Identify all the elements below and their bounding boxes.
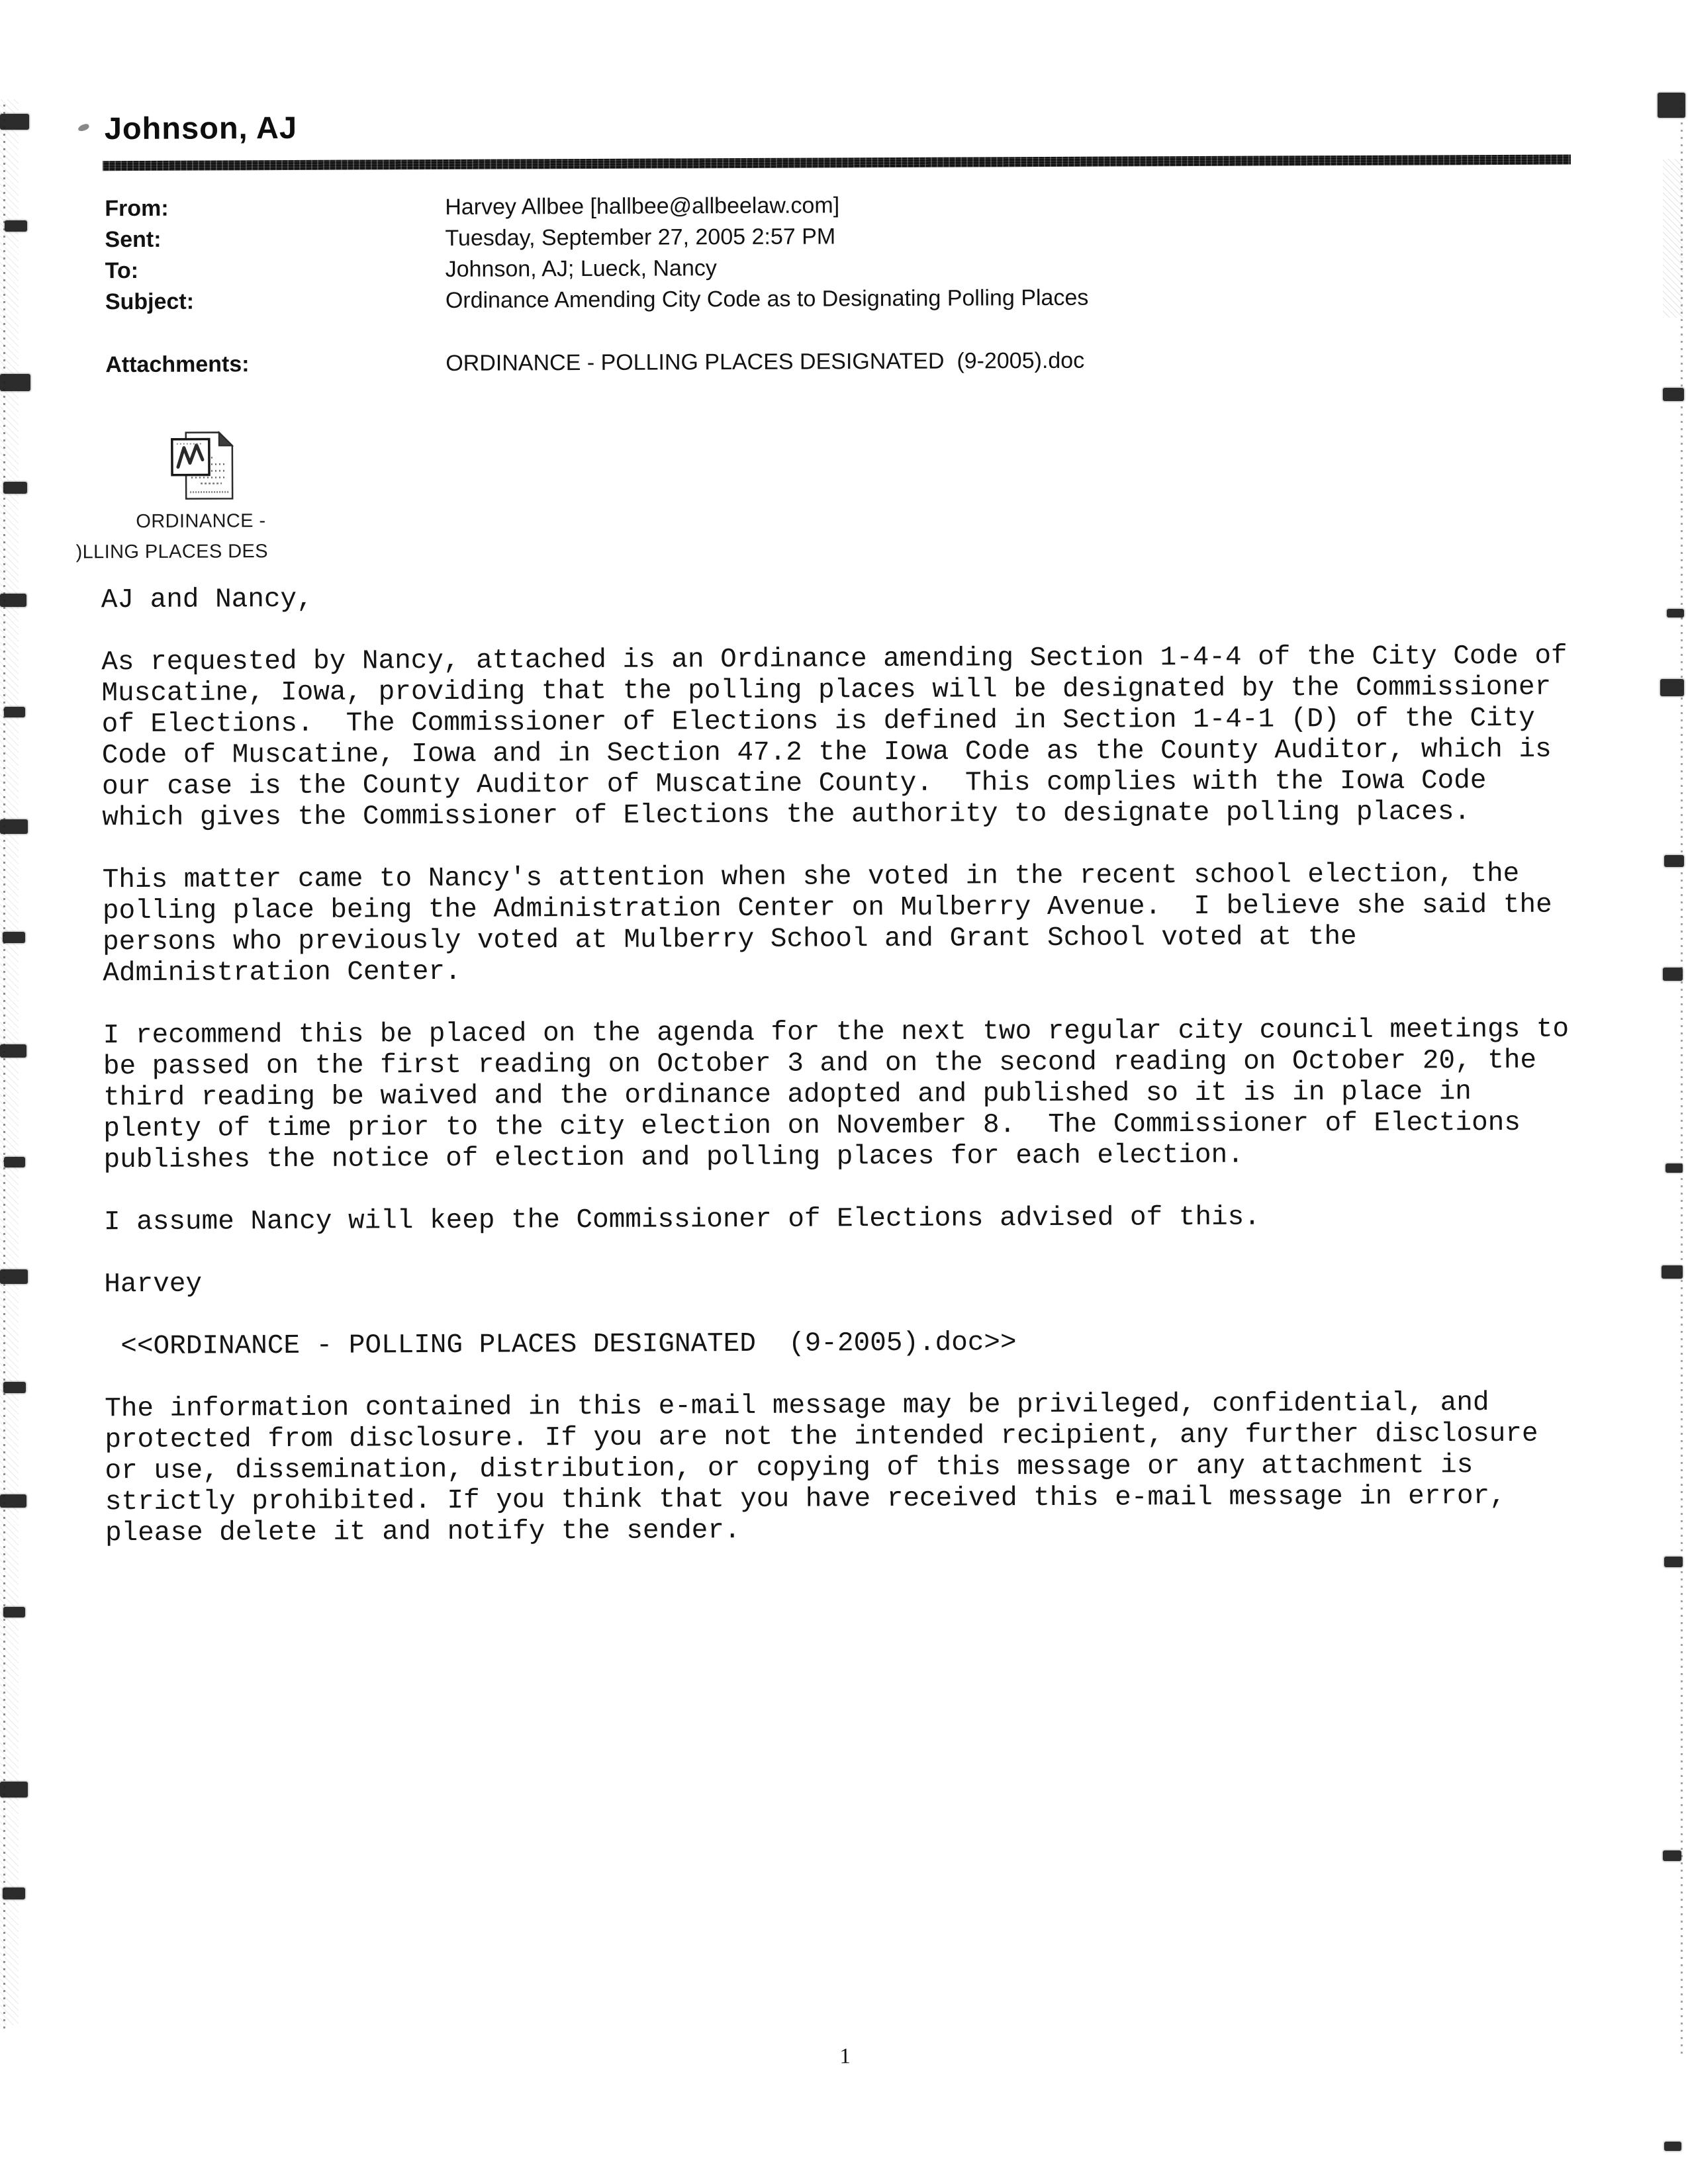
scan-artifact [0, 1269, 28, 1284]
header-row-subject [105, 283, 1089, 318]
header-rule [103, 155, 1571, 171]
header-row-from [105, 189, 1088, 224]
scan-artifact [3, 1607, 25, 1617]
scan-artifact [1658, 93, 1685, 118]
email-header-fields [105, 189, 1088, 318]
scan-artifact [0, 114, 29, 130]
scan-artifact [0, 819, 28, 834]
scan-artifact [1663, 388, 1684, 401]
word-document-icon [170, 428, 237, 504]
scan-artifact [1664, 855, 1684, 867]
to-value: Johnson, AJ; Lueck, Nancy [445, 255, 717, 282]
from-label: From: [105, 195, 169, 222]
attachments-label: Attachments: [105, 351, 250, 378]
scan-artifact [1662, 1265, 1683, 1279]
scan-artifact [5, 220, 27, 232]
subject-value: Ordinance Amending City Code as to Designating Polling Places [445, 285, 1089, 313]
email-body: AJ and Nancy, As requested by Nancy, attached is an Ordinance amending Section 1-4-4 of the City Code of Muscatine, Iowa, providing that the polling places will be designated by the Commissioner of Elections. The Commissioner of Elections is defined in Section 1-4-1 (D) of the City Code of Muscatine, Iowa and in Section 47.2 the Iowa Code as the County Auditor, which is our case is the County Auditor of Muscatine County. This complies with the Iowa Code which gives the Commissioner of Elections the authority to designate polling places. This matter came to Nancy's attention when she voted in the recent school election, the polling place being the Administration Center on Mulberry Avenue. I believe she said the persons who previously voted at Mulberry School and Grant School voted at the Administration Center. I recommend this be placed on the agenda for the next two regular city council meetings to be passed on the first reading on October 3 and on the second reading on October 20, the third reading be waived and the ordinance adopted and published so it is in place in plenty of time prior to the city election on November 8. The Commissioner of Elections publishes the notice of election and polling places for each election. I assume Nancy will keep the Commissioner of Elections advised of this. Harvey <<ORDINANCE - POLLING PLACES DESIGNATED (9-2005).doc>> The information contained in this e-mail message may be privileged, confidential, and protected from disclosure. If you are not the intended recipient, any further disclosure or use, dissemination, distribution, or copying of this message or any attachment is strictly prohibited. If you think that you have received this e-mail message in error, please delete it and notify the sender. [101, 584, 1570, 1549]
scan-artifact [0, 1494, 26, 1508]
scan-artifact [3, 1888, 25, 1899]
scan-artifact [1665, 1163, 1683, 1173]
scan-smudge [77, 123, 90, 132]
scan-noise-band-right [1663, 159, 1683, 318]
header-row-to [105, 251, 1089, 287]
scan-artifact [3, 932, 25, 943]
from-value: Harvey Allbee [hallbee@allbeelaw.com] [445, 193, 840, 220]
header-row-attachments [105, 345, 1084, 381]
scan-artifact [4, 1157, 25, 1167]
attachment-caption-line1: ORDINANCE - [136, 510, 266, 532]
scan-dotted-line-right [1681, 91, 1683, 2054]
scan-artifact [1664, 1557, 1683, 1567]
scan-artifact [0, 1782, 28, 1797]
subject-label: Subject: [105, 289, 195, 315]
page-number: 1 [839, 2044, 851, 2069]
sent-label: Sent: [105, 226, 162, 253]
scan-artifact [3, 1382, 26, 1393]
scan-artifact [0, 1044, 26, 1058]
attachment-caption-line2: )LLING PLACES DES [75, 541, 269, 563]
scan-artifact [0, 594, 26, 607]
to-label: To: [105, 257, 139, 284]
scan-artifact [1663, 1850, 1681, 1861]
header-row-sent [105, 220, 1088, 255]
scan-artifact [4, 707, 25, 717]
scan-artifact [1663, 968, 1683, 981]
scan-artifact [1660, 679, 1684, 696]
scan-artifact [1667, 609, 1684, 617]
scan-artifact [1664, 2142, 1681, 2151]
scan-artifact [0, 374, 30, 391]
scan-artifact [3, 482, 27, 494]
attachments-value: ORDINANCE - POLLING PLACES DESIGNATED (9-2005).doc [445, 347, 1085, 376]
sent-value: Tuesday, September 27, 2005 2:57 PM [445, 224, 836, 251]
page-title: Johnson, AJ [104, 109, 298, 146]
